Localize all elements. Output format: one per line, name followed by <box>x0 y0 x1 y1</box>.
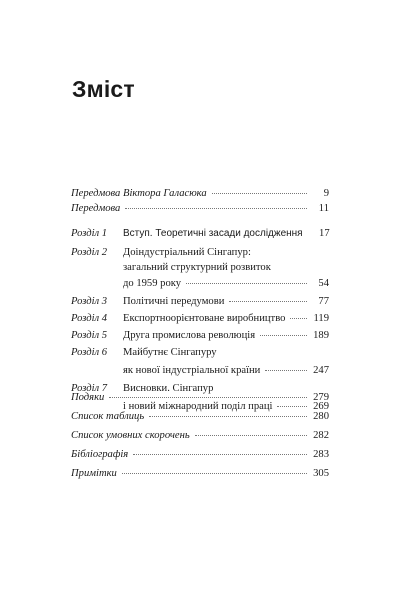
entry-page: 9 <box>323 188 329 199</box>
chapter-page: 17 <box>319 228 330 239</box>
dot-leader <box>186 282 307 284</box>
dot-leader <box>260 334 307 336</box>
entry-page: 11 <box>318 203 329 214</box>
chapter-page: 119 <box>313 313 329 324</box>
toc-entry-back-3[interactable] <box>71 428 329 443</box>
entry-title: Подяки <box>71 392 105 403</box>
entry-title: Список умовних скорочень <box>71 430 190 441</box>
toc-entry-back-5[interactable] <box>71 466 329 481</box>
toc-entry-back-2[interactable] <box>71 409 329 424</box>
toc-entry-chapter-2[interactable] <box>71 245 329 291</box>
dot-leader <box>122 472 307 474</box>
chapter-number: Розділ 1 <box>71 228 108 239</box>
chapter-number: Розділ 4 <box>71 313 108 324</box>
dot-leader <box>195 434 307 436</box>
chapter-title-line: і новий міжнародний поділ праці <box>123 401 273 412</box>
entry-page: 283 <box>313 449 329 460</box>
toc-entry-chapter-3[interactable] <box>71 294 329 309</box>
toc-entry-back-1[interactable] <box>71 390 329 405</box>
entry-page: 282 <box>313 430 329 441</box>
entry-title: Передмова Віктора Галасюка <box>71 188 207 199</box>
chapter-title-line: Майбутнє Сінгапуру <box>123 347 217 358</box>
chapter-number: Розділ 6 <box>71 347 108 358</box>
chapter-title-line: Доіндустріальний Сінгапур: <box>123 247 251 258</box>
entry-title: Бібліографія <box>71 449 129 460</box>
dot-leader <box>290 317 307 319</box>
chapter-title-line: Політичні передумови <box>123 296 225 307</box>
chapter-number: Розділ 2 <box>71 247 108 258</box>
toc-entry-front-1[interactable] <box>71 186 329 201</box>
chapter-page: 247 <box>313 365 329 376</box>
front-matter-list <box>71 186 329 216</box>
chapter-number: Розділ 3 <box>71 296 108 307</box>
entry-title: Передмова <box>71 203 121 214</box>
toc-entry-chapter-4[interactable] <box>71 311 329 326</box>
chapter-page: 269 <box>313 401 329 412</box>
dot-leader <box>212 192 307 194</box>
entry-page: 305 <box>313 468 329 479</box>
dot-leader <box>109 396 307 398</box>
chapter-title-line: Вступ. Теоретичні засади дослідження <box>123 228 303 239</box>
toc-entry-chapter-6[interactable] <box>71 345 329 378</box>
page-title: Зміст <box>72 76 135 102</box>
dot-leader <box>265 369 307 371</box>
dot-leader <box>149 415 307 417</box>
chapter-number: Розділ 5 <box>71 330 108 341</box>
toc-entry-front-2[interactable] <box>71 201 329 216</box>
chapter-title-line: Друга промислова революція <box>123 330 256 341</box>
chapter-title-line: загальний структурний розвиток <box>123 262 271 273</box>
toc-entry-chapter-5[interactable] <box>71 328 329 343</box>
toc-entry-back-4[interactable] <box>71 447 329 462</box>
chapter-title-line: до 1959 року <box>123 278 182 289</box>
entry-title: Примітки <box>71 468 117 479</box>
chapter-number: Розділ 7 <box>71 383 108 394</box>
entry-page: 280 <box>313 411 329 422</box>
chapter-title-line: Експортноорієнтоване виробництво <box>123 313 286 324</box>
chapters-list <box>71 226 329 414</box>
chapter-page: 189 <box>313 330 329 341</box>
back-matter-list <box>71 390 329 481</box>
dot-leader <box>133 453 307 455</box>
entry-page: 279 <box>313 392 329 403</box>
chapter-title-line: Висновки. Сінгапур <box>123 383 214 394</box>
dot-leader <box>229 300 307 302</box>
dot-leader <box>125 207 307 209</box>
chapter-title-line: як нової індустріальної країни <box>123 365 261 376</box>
chapter-page: 54 <box>318 278 329 289</box>
chapter-page: 77 <box>318 296 329 307</box>
entry-title: Список таблиць <box>71 411 145 422</box>
toc-entry-chapter-1[interactable] <box>71 226 329 241</box>
